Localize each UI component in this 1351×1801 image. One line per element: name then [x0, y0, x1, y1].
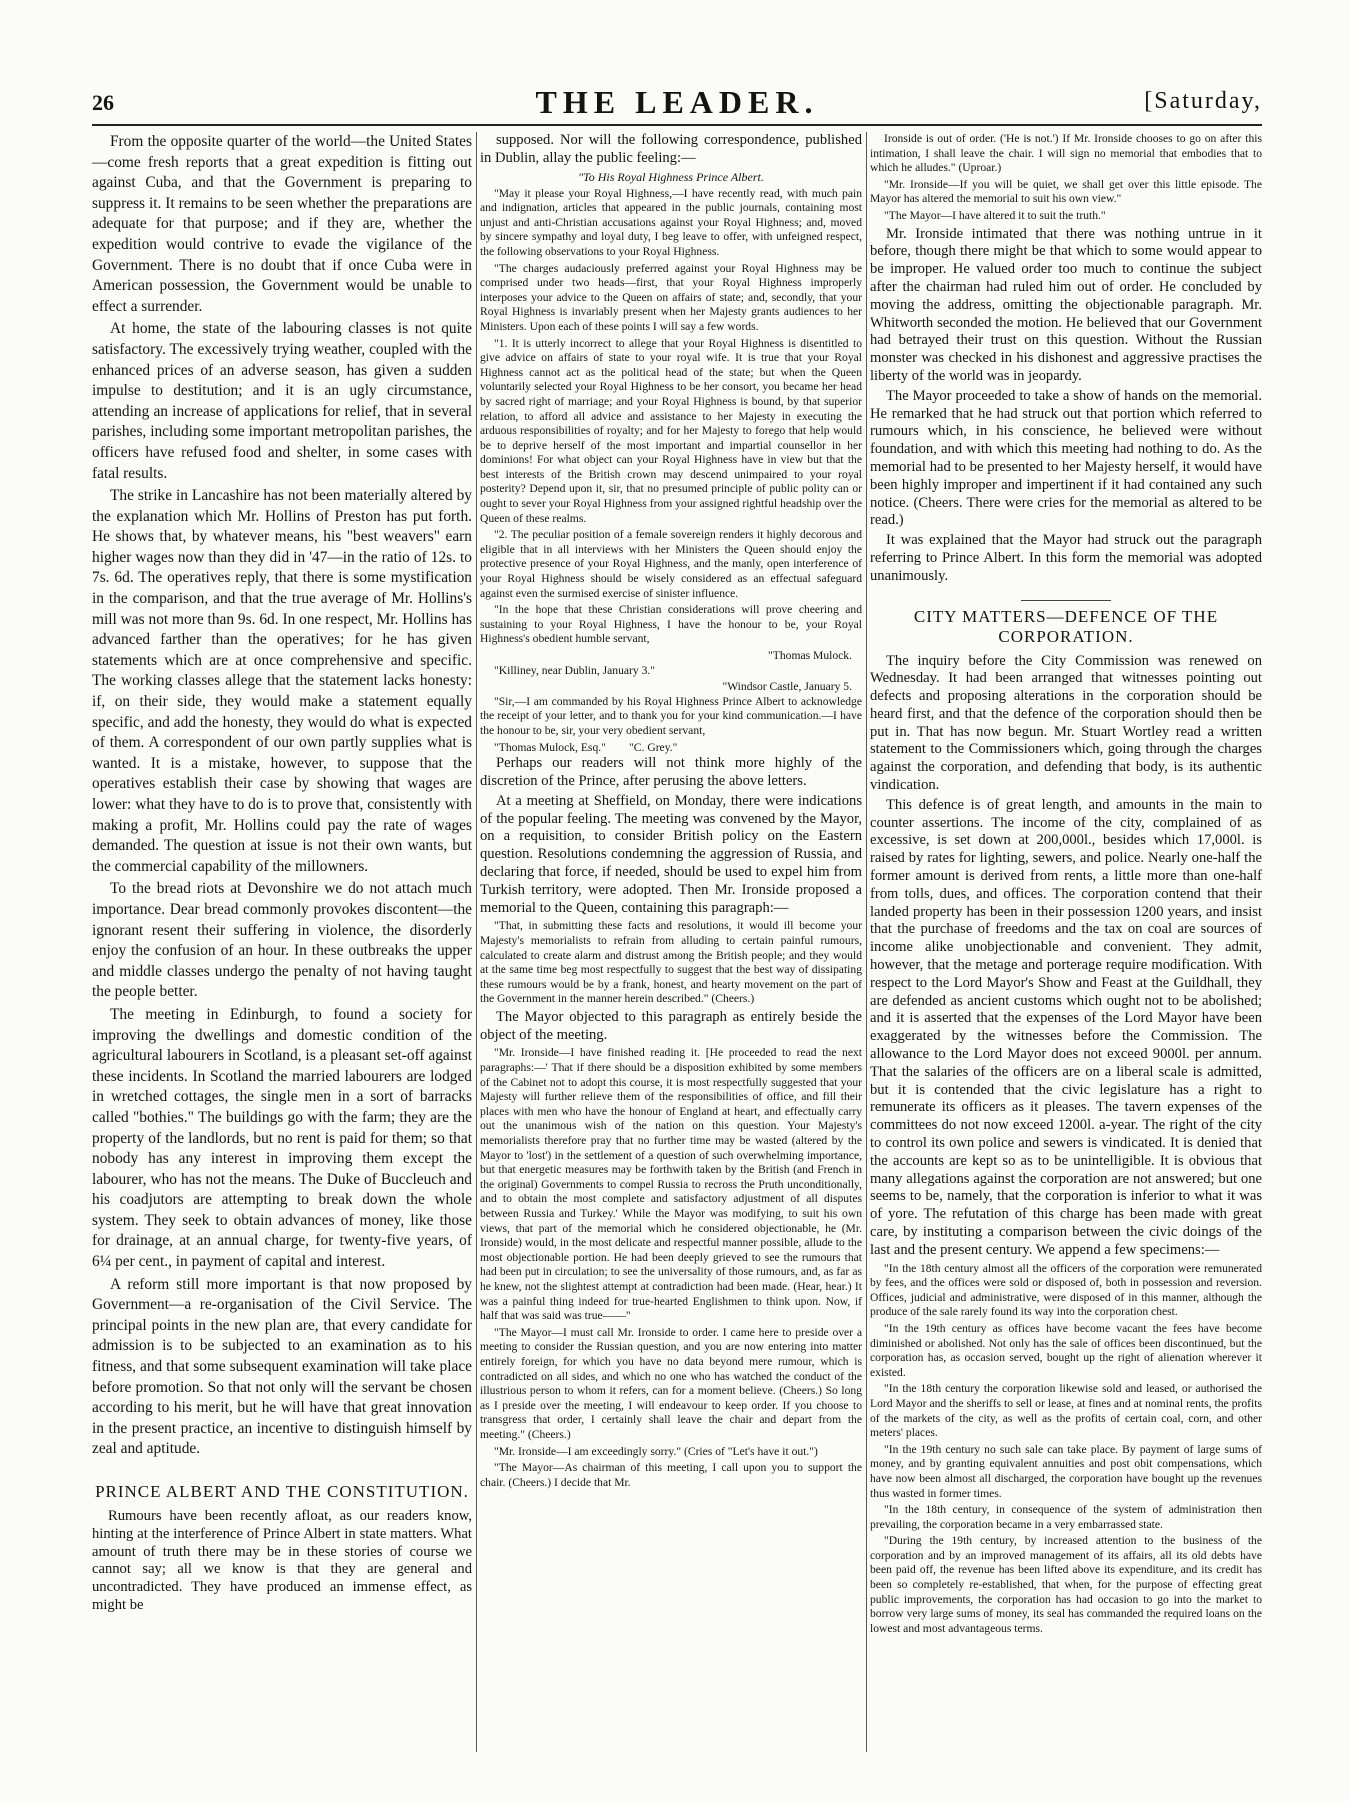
paragraph-bread-riots: To the bread riots at Devonshire we do not attach much importance. Dear bread commonly provokes discontent—the ignorant resent their suffering in violence, the disorderly enjoy the confusion of an hour. In these outbreaks the upper and middle classes undergo the penalty of not having taught the people better. — [92, 880, 472, 1001]
specimen-paragraph: "In the 18th century almost all the officers of the corporation were remunerated by fees, and the offices were sold or disposed of, both in possession and reversion. Offices, judicial and administrative, were disposed of in this manner, although the produce of the sale rarely found its way into the corporation chest. — [870, 1261, 1262, 1319]
paragraph-supposed: supposed. Nor will the following correspondence, published in Dublin, allay the public feeling:— — [480, 132, 862, 166]
column-3 — [870, 132, 1262, 1762]
section-heading-prince-albert: PRINCE ALBERT AND THE CONSTITUTION. — [95, 1482, 469, 1501]
column-1 — [92, 132, 472, 1762]
reply-signature: "Thomas Mulock, Esq." "C. Grey." — [494, 740, 678, 754]
section-heading-city-matters: CITY MATTERS—DEFENCE OF THE CORPORATION. — [913, 606, 1219, 646]
specimen-paragraph: "In the 19th century as offices have become vacant the fees have become diminished or abolished. Not only has the sale of offices been discontinued, but the corporation has, as occasion served, bought up the right of alienation wherever it existed. — [870, 1321, 1262, 1379]
section-divider — [1021, 600, 1111, 601]
paragraph-city-commission: The inquiry before the City Commission was renewed on Wednesday. It had been arranged that witnesses pointing out defects and proposing alterations in the corporation should be heard first, and that the defence of the corporation should then be put in. That has now begun. Mr. Stuart Wortley read a written statement to the Commissioners which, going through the charges against the corporation, and defending that body, is its authentic vindication. — [870, 652, 1262, 794]
paragraph-civil-service: A reform still more important is that now proposed by Government—a re-organisation of the Civil Service. The principal points in the new plan are, that every candidate for admission is to be subjected to an examination as to his fitness, and that some subsequent examination will take place before promotion. So that not only will the servant be chosen according to his merit, but he will have that great innovation in the present practice, an incentive to distinguish himself by zeal and aptitude. — [92, 1275, 472, 1458]
paragraph-defence: This defence is of great length, and amounts in the main to counter assertions. The income of the city, complained of as excessive, is set down at 200,000l., besides which 17,000l. is raised by rates for lighting, sewers, and police. Nearly one-half the former amount is derived from rents, a little more than one-half from tolls, dues, and offices. The corporation contend that their landed property has been in their possession 1200 years, and insist that the purchase of freedoms and the tax on coal are sources of income alike unobjectionable and convenient. They admit, however, that the metage and porterage require modification. With respect to the Lord Mayor's Show and Feast at the Guildhall, they are defended as ancient customs which ought not to be abolished; and it is asserted that the expenses of the Lord Mayor have been exaggerated by the witnesses before the Commission. The allowance to the Lord Mayor does not exceed 9000l. per annum. That the salaries of the officers are on a liberal scale is admitted, but it is contended that the civic legislature has a right to remunerate its officers as it pleases. The tavern expenses of the committees do not now exceed 1200l. a-year. The right of the city to control its own police and sewers is vindicated. It is denied that the accounts are kept so as to be unintelligible. It is obvious that many allegations against the corporation are not answered; but one seems to be, namely, that the corporation is inferior to what it was of yore. The refutation of this charge has been made with great care, by instituting a comparison between the civic doings of the last and the present century. We append a few specimens:— — [870, 796, 1262, 1258]
quoted-mayor-truth: "The Mayor—I have altered it to suit the truth." — [884, 208, 1106, 222]
quoted-ironside-quiet: "Mr. Ironside—If you will be quiet, we shall get over this little episode. The Mayor has altered the memorial to suit his own view." — [870, 177, 1262, 206]
paragraph-lancashire-strike: The strike in Lancashire has not been materially altered by the explanation which Mr. Hollins of Preston has put forth. He shows that, by whatever means, his "best weavers" earn higher wages now than they did in '47—in the ratio of 12s. to 7s. 6d. The operatives reply, that there is some mystification in the comparison, and that the true average of Mr. Hollins's mill was not more than 9s. 6d. In one respect, Mr. Hollins has advanced farther than the operatives; for he has given statements which are at once comprehensive and specific. The working classes allege that the statement lacks honesty: if, on their side, they would make a statement equally specific, and add the honesty, they would do what is expected of them. A correspondent of our own partly supplies what is wanted. It is a mistake, however, to suppose that the operatives establish their case by showing that wages are lower: what they have to do is to prove that, consistently with making a profit, Mr. Hollins could pay the rate of wages demanded. The question at issue is not their own wants, but the commercial capability of the millowners. — [92, 487, 472, 875]
paragraph-ironside-intimated: Mr. Ironside intimated that there was nothing untrue in it before, though there might be that which to some would appear to be improper. He valued order too much to continue the subject after the chairman had ruled him out of order. He concluded by moving the address, omitting the objectionable paragraph. Mr. Whitworth seconded the motion. He believed that our Government had betrayed their trust on this question. Without the Russian monster was checked in his dishonest and aggressive practises the liberty of the world was in jeopardy. — [870, 225, 1262, 384]
paragraph-discretion: Perhaps our readers will not think more highly of the discretion of the Prince, after perusing the above letters. — [480, 755, 862, 789]
letter-paragraph: "May it please your Royal Highness,—I have recently read, with much pain and indignation, articles that appeared in the public journals, containing most unjust and anti-Christian accusations against your Royal Highness; and, moved by sincere sympathy and loyal duty, I beg leave to offer, with unfeigned respect, the following observations to your Royal Highness. — [480, 186, 862, 258]
letter-signature: "Thomas Mulock. — [768, 649, 852, 662]
paragraph-sheffield-meeting: At a meeting at Sheffield, on Monday, there were indications of the popular feeling. The meeting was convened by the Mayor, on a requisition, to consider British policy on the Eastern question. Resolutions condemning the aggression of Russia, and declaring that force, if needed, should be used to expel him from Turkish territory, were adopted. Then Mr. Ironside proposed a memorial to the Queen, containing this paragraph:— — [480, 792, 862, 916]
column-2 — [480, 132, 862, 1762]
specimen-paragraph: "During the 19th century, by increased attention to the business of the corporation and by an improved management of its affairs, all its old debts have been paid off, the revenue has been lifted above its expenditure, and its credit has been so completely re-established, that when, for the purpose of effecting great public improvements, the corporation has had occasion to go into the market to borrow very large sums of money, its seal has commanded the required loans on the lowest and most advantageous terms. — [870, 1534, 1262, 1635]
paragraph-rumours: Rumours have been recently afloat, as our readers know, hinting at the interference of Prince Albert in state matters. What amount of truth there may be in these stories of course we cannot say; all we know is that they are general and uncontradicted. They have produced an immense effect, as might be — [92, 1508, 472, 1613]
reply-heading: "Windsor Castle, January 5. — [722, 680, 852, 694]
letter-paragraph: "1. It is utterly incorrect to allege that your Royal Highness is disentitled to give advice on affairs of state to your royal wife. It is true that your Royal Highness cannot act as the political head of the state; but when the Queen voluntarily selected your Royal Highness to be her consort, you became her head by sacred right of marriage; and your Royal Highness is bound, by that superior relation, to afford all advice and assistance to her Majesty in executing the arduous responsibilities of royalty; and for her Majesty to forego that help would be to deprive herself of the most important and impartial counsellor in her dominions! For what object can your Royal Highness have in view but that the best interests of the British crown may descend unimpaired to your royal posterity? Depend upon it, sir, that no presumed principle of public polity can or ought to sever your Royal Highness from your assigned rightful headship over the Queen of these realms. — [480, 336, 862, 525]
paragraph-show-of-hands: The Mayor proceeded to take a show of hands on the memorial. He remarked that he had struck out that portion which referred to rumours which, in his conscience, he believed were without foundation, and with which this meeting had nothing to do. As the memorial had to be presented to her Majesty herself, it would have been highly improper and impertinent if it had contained any such notice. (Cheers. There were cries for the memorial as altered to be read.) — [870, 387, 1262, 529]
specimen-paragraph: "In the 19th century no such sale can take place. By payment of large sums of money, and by granting equivalent annuities and post obit compensations, which have now been almost all discharged, the corporation have bought up the revenues thus wasted in former times. — [870, 1442, 1262, 1500]
quoted-ironside-sorry: "Mr. Ironside—I am exceedingly sorry." (Cries of "Let's have it out.") — [494, 1444, 818, 1458]
quoted-mayor: "The Mayor—I must call Mr. Ironside to order. I came here to preside over a meeting to consider the Russian question, and you are now entering into matter entirely foreign, for which you have no data beyond mere rumour, which is contradicted on all sides, and which no one who has watched the conduct of the illustrious person to whom it refers, can for a moment believe. (Cheers.) So long as I preside over the meeting, I will endeavour to keep order. If you choose to transgress that order, I certainly shall leave the chair and depart from the meeting." (Cheers.) — [480, 1325, 862, 1441]
letter-paragraph: "The charges audaciously preferred against your Royal Highness may be comprised under two heads—first, that your Royal Highness improperly interposes your advice to the Queen on affairs of state; and, secondly, that your Royal Highness is invariably present when her Majesty grants audiences to her Ministers. Upon each of these points I will say a few words. — [480, 261, 862, 333]
paragraph-cuba: From the opposite quarter of the world—the United States—come fresh reports that a great expedition is fitting out against Cuba, and that the Government is preparing to suppress it. It remains to be seen whether the preparations are adequate for that purpose; and if they are, whether the expedition would contrive to evade the vigilance of the Government. There is no doubt that if once Cuba were in American possession, the Government would be unable to effect a surrender. — [92, 133, 472, 315]
letter-place-date: "Killiney, near Dublin, January 3." — [494, 663, 656, 677]
newspaper-title: THE LEADER. — [535, 84, 819, 120]
masthead — [92, 84, 1262, 126]
quoted-mayor-chair: "The Mayor—As chairman of this meeting, I call upon you to support the chair. (Cheers.) I decide that Mr. — [480, 1461, 862, 1489]
paragraph-memorial-adopted: It was explained that the Mayor had struck out the paragraph referring to Prince Albert. In this form the memorial was adopted unanimously. — [870, 532, 1262, 584]
letter-paragraph: "2. The peculiar position of a female sovereign renders it highly decorous and eligible that in all interviews with her Ministers the Queen should enjoy the protective presence of your Royal Highness, and the manly, open interference of your Royal Highness should be wisely considered as an effectual safeguard against even the surmised exercise of sinister influence. — [480, 528, 862, 600]
paragraph-labouring-classes: At home, the state of the labouring classes is not quite satisfactory. The excessively trying weather, coupled with the enhanced prices of an adverse season, has given a sudden impulse to destitution; and it is an ugly circumstance, attending an increase of applications for relief, that in several parishes, including some important metropolitan parishes, the officers have refused food and shelter, in some cases with fatal results. — [92, 320, 472, 482]
issue-day: [Saturday, — [1144, 88, 1262, 114]
column-divider — [476, 132, 477, 1752]
paragraph-mayor-objected: The Mayor objected to this paragraph as entirely beside the object of the meeting. — [480, 1008, 862, 1043]
quoted-memorial: "That, in submitting these facts and resolutions, it would ill become your Majesty's memorialists to refrain from alluding to certain painful rumours, calculated to create alarm and distrust among the British people; and they would at the same time beg most respectfully to suggest that the best way of dissipating these rumours would be by a frank, honest, and hearty movement on the part of the Government in the manner herein described." (Cheers.) — [480, 919, 862, 1006]
letter-heading: "To His Royal Highness Prince Albert. — [578, 169, 764, 184]
specimen-paragraph: "In the 18th century, in consequence of the system of administration then prevailing, the corporation became in a very embarrassed state. — [870, 1503, 1262, 1531]
specimen-paragraph: "In the 18th century the corporation likewise sold and leased, or authorised the Lord Mayor and the sheriffs to sell or lease, at fines and at nominal rents, the profits of the markets of the city, as well as the profits of certain coal, corn, and other meters' places. — [870, 1382, 1262, 1440]
column-divider — [866, 132, 867, 1752]
quoted-ironside: "Mr. Ironside—I have finished reading it. [He proceeded to read the next paragraphs:—' That if there should be a disposition exhibited by some members of the Cabinet not to adopt this course, it is most respectfully suggested that your Majesty will further relieve them of the responsibilities of office, and fill their places with men who have the honour of England at heart, and effectually carry out the unanimous wish of the nation on this question. Your Majesty's memorialists therefore pray that no further time may be wasted (altered by the Mayor to 'lost') in the settlement of a question of such overwhelming importance, but that energetic measures may be forthwith taken by the British (and French in the original) Governments to compel Russia to recross the Pruth unconditionally, and to obtain the most complete and satisfactory adjustment of all disputes between Russia and Turkey.' While the Mayor was modifying, to suit his own views, that part of the memorial which he considered objectionable, he (Mr. Ironside) would, in the most delicate and respectful manner possible, allude to the most objectionable portion. He had been deeply grieved to see the rumours that had been put in circulation; to see the universality of those rumours, and, as far as he knew, not the slightest attempt at contradiction had been made. (Hear, hear.) It was a painful thing indeed for true-hearted Englishmen to think upon. Now, if half that was said was true——" — [480, 1046, 862, 1323]
paragraph-edinburgh-meeting: The meeting in Edinburgh, to found a society for improving the dwellings and domestic condition of the agricultural labourers in Scotland, is a pleasant set-off against these incidents. In Scotland the married labourers are lodged in wretched cottages, the single men in a sort of barracks called "bothies." The buildings go with the farm; they are the property of the landlords, but no rent is paid for them; so that nobody has any interest in improving them except the labourer, who has not the means. The Duke of Buccleuch and his coadjutors are attempting to break down the whole system. They seek to obtain advances of money, like those for drainage, at an annual charge, for twenty-five years, of 6¼ per cent., in payment of capital and interest. — [92, 1005, 472, 1271]
letter-paragraph: "In the hope that these Christian considerations will prove cheering and sustaining to your Royal Highness, I have the honour to be, your Royal Highness's obedient humble servant, — [480, 603, 862, 646]
quoted-continuation: Ironside is out of order. ('He is not.') If Mr. Ironside chooses to go on after this intimation, I shall leave the chair. I will sign no memorial that embodies that to which he alludes." (Uproar.) — [870, 132, 1262, 175]
page-number: 26 — [92, 90, 114, 115]
reply-paragraph: "Sir,—I am commanded by his Royal Highness Prince Albert to acknowledge the receipt of your letter, and to thank you for your kind communication.—I have the honour to be, sir, your very obedient servant, — [480, 694, 862, 737]
